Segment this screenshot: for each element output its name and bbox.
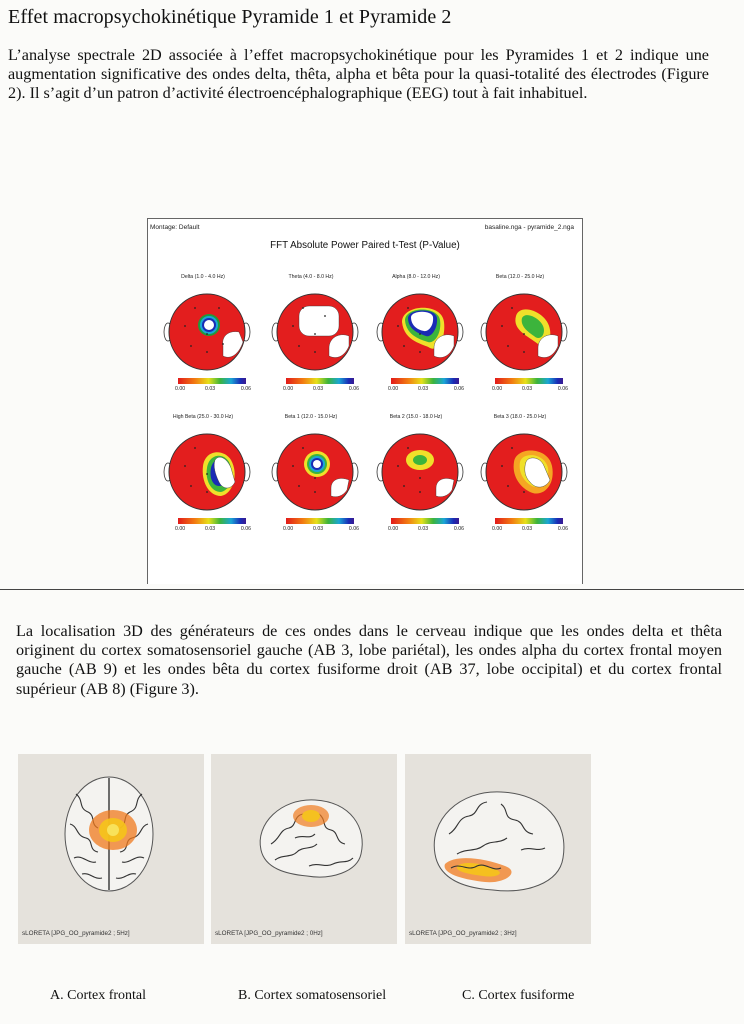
band-label: Theta (4.0 - 8.0 Hz) [288,274,334,280]
tick: 0.00 [492,386,503,392]
brain-side-view-image [405,754,591,944]
band-label: Alpha (8.0 - 12.0 Hz) [392,274,440,280]
tick: 0.00 [388,386,399,392]
tick: 0.03 [313,526,324,532]
tick: 0.00 [388,526,399,532]
p-value-colorbar [286,518,354,524]
tick: 0.00 [283,526,294,532]
tick: 0.06 [240,526,251,532]
tick: 0.06 [453,386,464,392]
head-map [269,426,361,516]
tick: 0.00 [492,526,503,532]
tick: 0.03 [522,386,533,392]
tick: 0.03 [205,386,216,392]
page-title: Effet macropsychokinétique Pyramide 1 et Pyramide 2 [8,6,452,28]
p-value-colorbar [391,378,459,384]
tick: 0.06 [557,526,568,532]
tick: 0.03 [205,526,216,532]
tick: 0.06 [348,526,359,532]
tick: 0.06 [240,386,251,392]
localisation-paragraph: La localisation 3D des générateurs de ces ondes dans le cerveau indique que les ondes delta et thêta originent du cortex somatosensoriel gauche (AB 3, lobe pariétal), les ondes alpha du cortex frontal moyen gauche (AB 9) et les ondes bêta du cortex fusiforme droit (AB 37, lobe occipital) et du cortex frontal supérieur (AB 8) (Figure 3). [16,622,722,698]
band-label: Beta 2 (15.0 - 18.0 Hz) [389,414,443,420]
topomap-alpha [366,274,466,409]
topomap-beta-3 [470,414,570,549]
tick: 0.03 [418,526,429,532]
band-label: High Beta (25.0 - 30.0 Hz) [172,414,234,420]
tick: 0.00 [283,386,294,392]
tick: 0.06 [557,386,568,392]
tick: 0.03 [522,526,533,532]
band-label: Beta 1 (12.0 - 15.0 Hz) [284,414,338,420]
page-divider [0,589,744,590]
head-map [478,286,570,376]
p-value-colorbar [286,378,354,384]
intro-paragraph: L’analyse spectrale 2D associée à l’effet macropsychokinétique pour les Pyramides 1 et 2 indique une augmentation significative des ondes delta, thêta, alpha et bêta pour la quasi-totalité des électrodes (Figure 2). Il s’agit d’un patron d’activité électroencéphalographique (EEG) tout à fait inhabituel. [8,46,709,103]
tick: 0.06 [348,386,359,392]
brain-panel-frontal [18,754,204,944]
figure3-label-c: C. Cortex fusiforme [462,988,575,1003]
figure3-label-b: B. Cortex somatosensoriel [238,988,387,1003]
head-map [161,286,253,376]
p-value-colorbar [178,378,246,384]
p-value-colorbar [391,518,459,524]
figure-2-fft-maps [147,218,583,584]
p-value-colorbar [495,518,563,524]
topomap-high-beta [153,414,253,549]
figure3-label-a: A. Cortex frontal [50,988,147,1003]
p-value-colorbar [495,378,563,384]
topomap-theta [261,274,361,409]
head-map [269,286,361,376]
montage-label: Montage: Default [150,224,200,231]
brain-top-view-image [18,754,204,944]
tick: 0.00 [175,386,186,392]
band-label: Beta 3 (18.0 - 25.0 Hz) [493,414,547,420]
head-map [374,286,466,376]
figure-title: FFT Absolute Power Paired t-Test (P-Value) [270,240,460,251]
brain-panel-somatosensory [211,754,397,944]
tick: 0.03 [418,386,429,392]
band-label: Delta (1.0 - 4.0 Hz) [181,274,225,280]
brain-panel-fusiform [405,754,591,944]
head-map [161,426,253,516]
band-label: Beta (12.0 - 25.0 Hz) [495,274,545,280]
sloreta-caption: sLORETA [JPG_OO_pyramide2 ; 5Hz] [22,930,130,937]
tick: 0.03 [313,386,324,392]
topomap-beta [470,274,570,409]
head-map [374,426,466,516]
file-label: basaline.nga - pyramide_2.nga [484,224,574,231]
topomap-beta-2 [366,414,466,549]
topomap-delta [153,274,253,409]
sloreta-caption: sLORETA [JPG_OO_pyramide2 ; 3Hz] [409,930,517,937]
head-map [478,426,570,516]
sloreta-caption: sLORETA [JPG_OO_pyramide2 ; 0Hz] [215,930,323,937]
tick: 0.00 [175,526,186,532]
tick: 0.06 [453,526,464,532]
p-value-colorbar [178,518,246,524]
brain-side-view-image [211,754,397,944]
topomap-beta-1 [261,414,361,549]
